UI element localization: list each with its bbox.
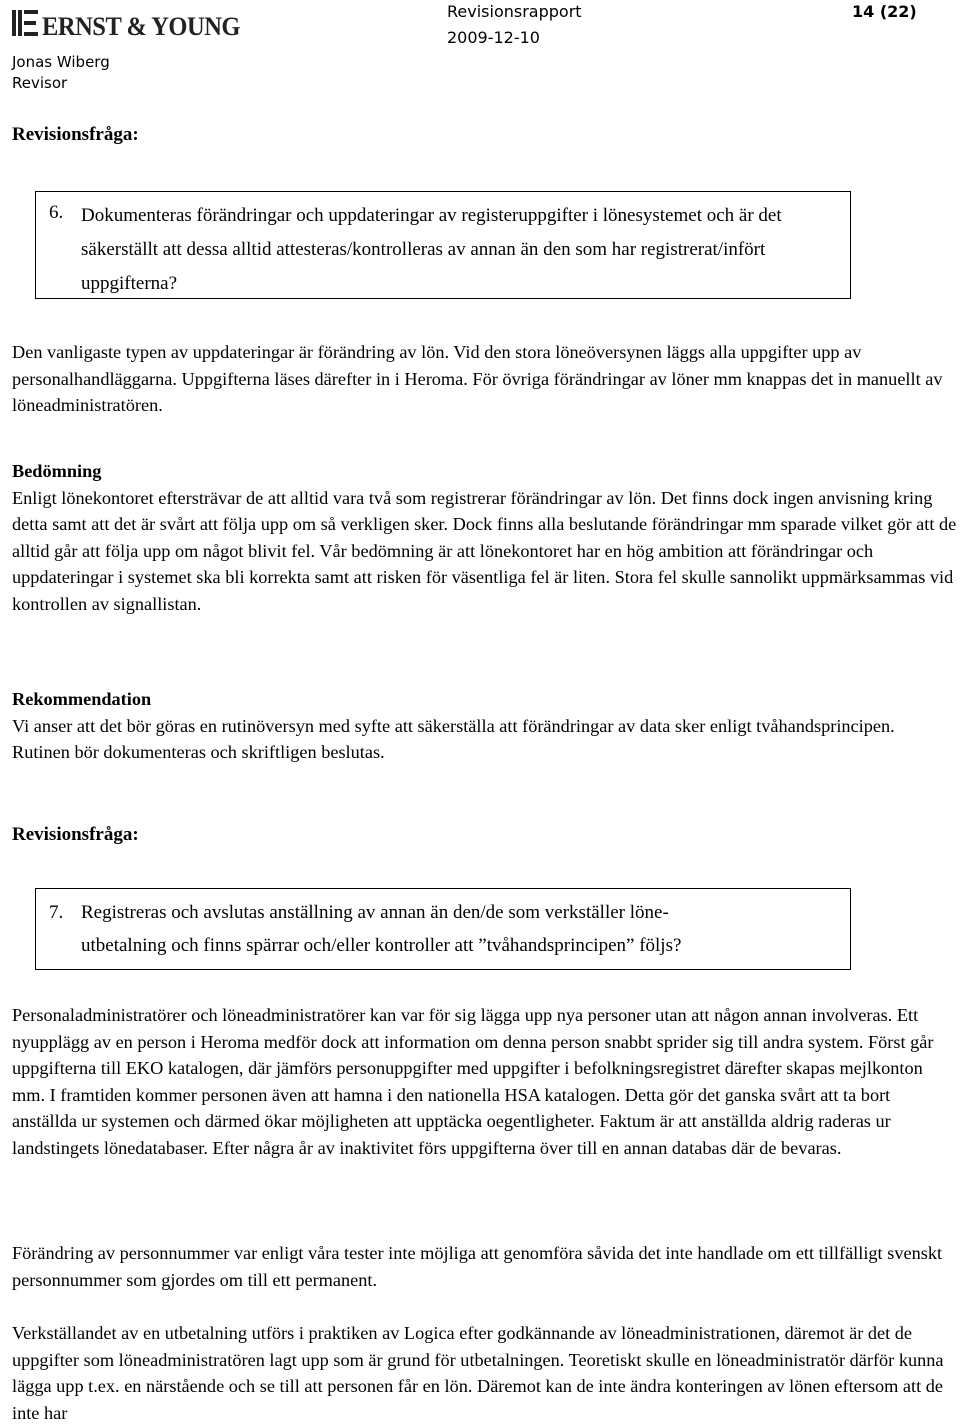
document-title: Revisionsrapport	[447, 2, 582, 21]
section6-recommendation	[12, 686, 957, 766]
section6-assessment	[12, 458, 957, 617]
author-role: Revisor	[12, 74, 68, 92]
section7-question-line2: utbetalning och finns spärrar och/eller kontroller att ”tvåhandsprincipen” följs?	[81, 935, 682, 956]
assessment-heading: Bedömning	[12, 461, 102, 481]
page-number: 14 (22)	[852, 2, 917, 21]
assessment-text: Enligt lönekontoret eftersträvar de att alltid vara två som registrerar förändringar av lön. Det finns dock ingen anvisning kring detta samt att det är svårt att följa upp om så verkligen sker. Dock finns alla beslutande förändringar mm sparade vilket gör att de alltid går att följa upp om något blivit fel. Vår bedömning är att lönekontoret har en hög ambition att förändringar och uppdateringar i systemet ska bli korrekta samt att risken för väsentliga fel är liten. Stora fel skulle sannolikt uppmärksammas vid kontrollen av signallistan.	[12, 487, 957, 614]
section6-question-box	[35, 191, 851, 299]
recommendation-heading: Rekommendation	[12, 689, 152, 709]
section6-question-number: 6.	[49, 202, 64, 223]
section7-question-number: 7.	[49, 902, 64, 923]
section6-heading: Revisionsfråga:	[12, 124, 139, 145]
section7-question-box	[35, 888, 851, 970]
logo-wordmark: ERNST & YOUNG	[42, 12, 241, 41]
ernst-young-logo	[12, 2, 242, 42]
document-date: 2009-12-10	[447, 28, 540, 47]
author-name: Jonas Wiberg	[12, 53, 110, 71]
recommendation-text: Vi anser att det bör göras en rutinöversyn med syfte att säkerställa att förändringar av data sker enligt tvåhandsprincipen. Rutinen bör dokumenteras och skriftligen beslutas.	[12, 715, 895, 762]
section6-question-text: Dokumenteras förändringar och uppdateringar av registeruppgifter i lönesystemet och är det säkerställt att dessa alltid attesteras/kontrolleras av annan än den som har registrerat/infört uppgifterna?	[81, 205, 782, 294]
section7-heading: Revisionsfråga:	[12, 824, 139, 845]
section7-paragraph-1: Personaladministratörer och löneadministratörer kan var för sig lägga upp nya personer utan att någon annan involveras. Ett nyupplägg av en person i Heroma medför dock att information om denna person snabbt sprider sig till andra system. Först går uppgifterna till EKO katalogen, där jämförs personuppgifter med uppgifter i befolkningsregistret därefter skapas mejlkonton mm. I framtiden kommer personen även att hamna i den nationella HSA katalogen. Detta gör det ganska svårt att ta bort anställda ur systemen och därmed ökar möjligheten att upptäcka oegentligheter. Faktum är att anställda aldrig raderas ur landstingets lönedatabaser. Efter några år av inaktivitet förs uppgifterna över till en annan databas där de bevaras.	[12, 1005, 934, 1158]
logo-mark-icon	[12, 10, 38, 36]
section7-paragraph-3: Verkställandet av en utbetalning utförs i praktiken av Logica efter godkännande av löneadministrationen, däremot är det de uppgifter som löneadministratören lagt upp som är grund för utbetalningen. Teoretiskt skulle en löneadministratör därför kunna lägga upp t.ex. en närstående och se till att personen får en lön. Däremot kan de inte ändra konteringen av lönen eftersom att de inte har	[12, 1323, 944, 1423]
section7-paragraph-2: Förändring av personnummer var enligt våra tester inte möjliga att genomföra såvida det inte handlade om ett tillfälligt svenskt personnummer som gjordes om till ett permanent.	[12, 1243, 943, 1290]
section6-answer: Den vanligaste typen av uppdateringar är förändring av lön. Vid den stora löneöversynen läggs alla uppgifter upp av personalhandläggarna. Uppgifterna läses därefter in i Heroma. För övriga förändringar av löner mm knappas det in manuellt av löneadministratören.	[12, 342, 943, 415]
section7-question-line1: Registreras och avslutas anställning av annan än den/de som verkställer löne-	[81, 902, 669, 923]
